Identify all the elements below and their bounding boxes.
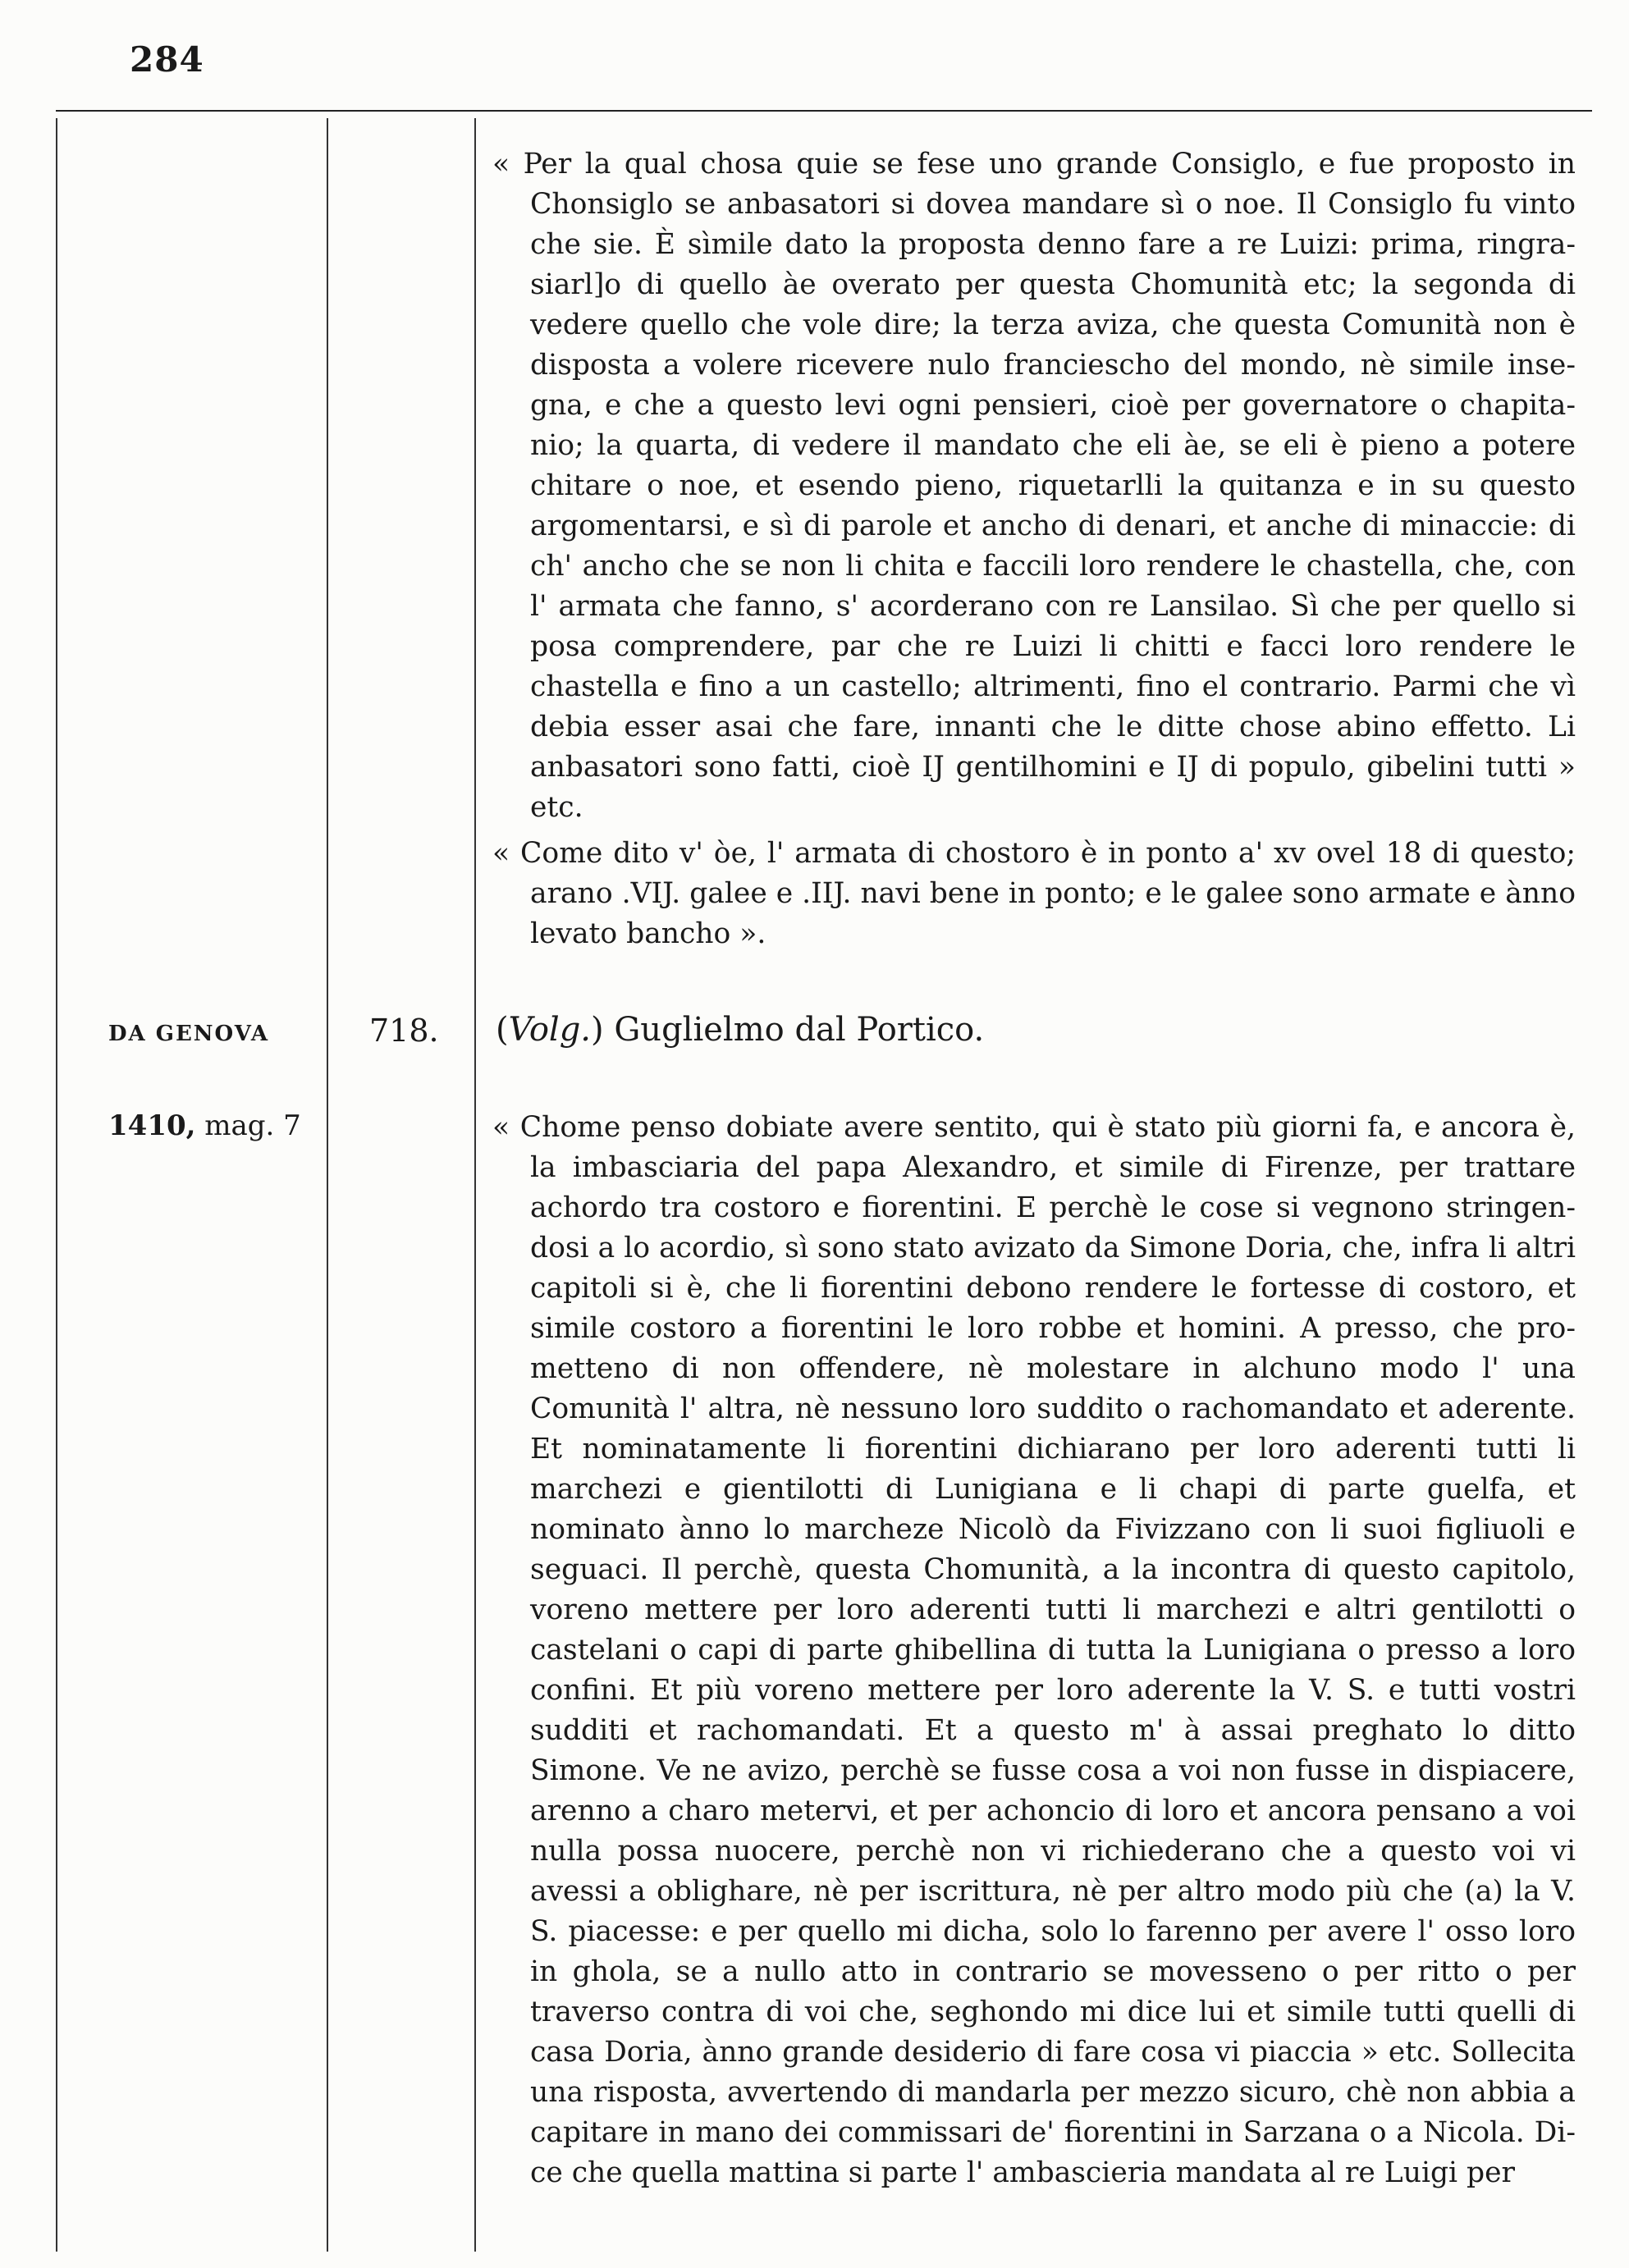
column-rule-left bbox=[56, 118, 57, 2252]
paragraph-document-718: « Chome penso dobiate avere sentito, qui è stato più giorni fa, e ancora è, la imbasciaria del papa Alexandro, et simile di Firenze, per trattare achordo tra costoro e fiorentini. E perchè le cose si vegnono stringendosi a lo acordio, sì sono stato avizato da Simone Doria, che, infra li altri capitoli si è, che li fiorentini debono rendere le fortesse di costoro, et simile costoro a fiorentini le loro robbe et homini. A presso, che prometteno di non offendere, nè molestare in alchuno modo l' una Comunità l' altra, nè nessuno loro suddito o rachomandato et aderente. Et nominatamente li fiorentini dichiarano per loro aderenti tutti li marchezi e gientilotti di Lunigiana e li chapi di parte guelfa, et nominato ànno lo marcheze Nicolò da Fivizzano con li suoi figliuoli e seguaci. Il perchè, questa Chomunità, a la incontra di questo capitolo, voreno mettere per loro aderenti tutti li marchezi e altri gentilotti o castelani o capi di parte ghibellina di tutta la Lunigiana o presso a loro confini. Et più voreno mettere per loro aderente la V. S. e tutti vostri sudditi et rachomandati. Et a questo m' à assai preghato lo ditto Simone. Ve ne avizo, perchè se fusse cosa a voi non fusse in dispiacere, arenno a charo metervi, et per achoncio di loro et ancora pensano a voi nulla possa nuocere, perchè non vi richiederano che a questo voi vi avessi a oblighare, nè per iscrittura, nè per altro modo più che (a) la V. S. piacesse: e per quello mi dicha, solo lo farenno per avere l' osso loro in ghola, se a nullo atto in contrario se movesseno o per ritto o per traverso contra di voi che, seghondo mi dice lui et simile tutti quelli di casa Doria, ànno grande desiderio di fare cosa vi piaccia » etc. Sollecita una risposta, avvertendo di mandarla per mezzo sicuro, chè non abbia a capitare in mano dei commissari de' fiorentini in Sarzana o a Nicola. Dice che quella mattina si parte l' ambascieria mandata al re Luigi per bbox=[492, 1111, 1576, 2189]
paragraph-armata: « Come dito v' òe, l' armata di chostoro è in ponto a' xv ovel 18 di questo; arano .VIJ. galee e .IIJ. navi bene in ponto; e le galee sono armate e ànno levato bancho ». bbox=[492, 837, 1576, 950]
document-number: 718. bbox=[369, 1013, 439, 1049]
title-open-paren: ( bbox=[496, 1011, 509, 1049]
page-number: 284 bbox=[130, 39, 204, 80]
title-rest: ) Guglielmo dal Portico. bbox=[591, 1011, 985, 1049]
column-rule-middle bbox=[327, 118, 328, 2252]
date-year: 1410, bbox=[108, 1109, 196, 1142]
document-title bbox=[496, 1011, 984, 1049]
date-rest: mag. 7 bbox=[195, 1109, 301, 1142]
paragraph-letter-excerpt: « Per la qual chosa quie se fese uno grande Consiglo, e fue proposto in Chonsiglo se anbasatori si dovea mandare sì o noe. Il Consiglo fu vinto che sie. È sìmile dato la proposta denno fare a re Luizi: prima, ringrasiarl]o di quello àe overato per questa Chomunità etc; la segonda di vedere quello che vole dire; la terza aviza, che questa Comunità non è disposta a volere ricevere nulo franciescho del mondo, nè simile insegna, e che a questo levi ogni pensieri, cioè per governatore o chapitanio; la quarta, di vedere il mandato che eli àe, se eli è pieno a potere chitare o noe, et esendo pieno, riquetarlli la quitanza e in su questo argomentarsi, e sì di parole et ancho di denari, et anche di minaccie: di ch' ancho che se non li chita e faccili loro rendere le chastella, che, con l' armata che fanno, s' acorderano con re Lansilao. Sì che per quello si posa comprendere, par che re Luizi li chitti e facci loro rendere le chastella e fino a un castello; altrimenti, fino el contrario. Parmi che vì debia esser asai che fare, innanti che le ditte chose abino effetto. Li anbasatori sono fatti, cioè IJ gentilhomini e IJ di populo, gibelini tutti » etc. bbox=[492, 148, 1576, 824]
document-date bbox=[108, 1109, 301, 1142]
document-place: DA GENOVA bbox=[108, 1022, 270, 1046]
column-rule-right bbox=[474, 118, 476, 2252]
title-italic-volg: Volg. bbox=[508, 1011, 592, 1049]
header-rule bbox=[56, 110, 1592, 112]
